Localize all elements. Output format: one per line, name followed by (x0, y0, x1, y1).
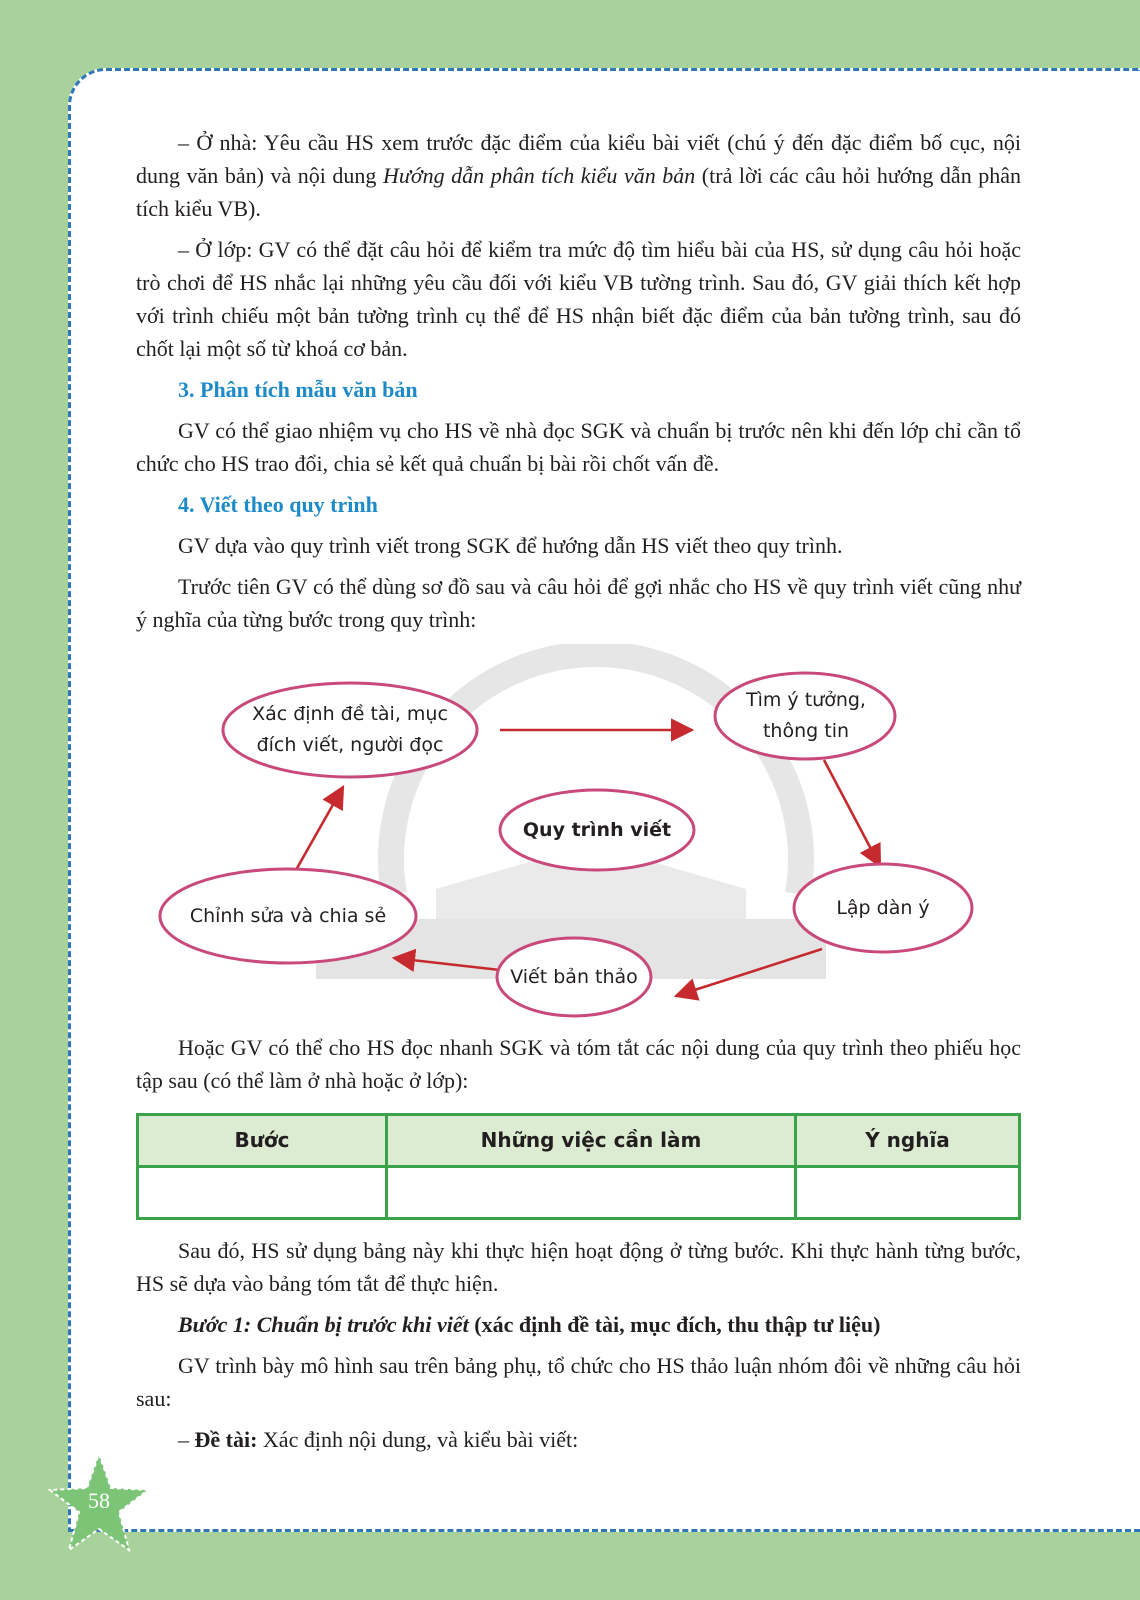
worksheet-table-wrap (136, 1113, 1021, 1220)
node-draft: Viết bản thảo (510, 965, 638, 988)
paragraph-diagram-intro: Trước tiên GV có thể dùng sơ đồ sau và câu hỏi để gợi nhắc cho HS về quy trình viết cũng như ý nghĩa của từng bước trong quy trình: (136, 574, 1021, 632)
paragraph-process-intro: GV dựa vào quy trình viết trong SGK để hướng dẫn HS viết theo quy trình. (178, 533, 843, 558)
node-revise: Chỉnh sửa và chia sẻ (189, 904, 387, 927)
paragraph-class: – Ở lớp: GV có thể đặt câu hỏi để kiểm tra mức độ tìm hiểu bài của HS, sử dụng câu hỏi hoặc trò chơi để HS nhắc lại những yêu cầu đối với kiểu VB tường trình. Sau đó, GV giải thích kết hợp với trình chiếu một bản tường trình cụ thể để HS nhận biết đặc điểm của bản tường trình, sau đó chốt lại một số từ khoá cơ bản. (136, 237, 1021, 361)
arrow-revise-to-topic (292, 787, 343, 877)
writing-process-diagram (136, 644, 1021, 1019)
page-content (136, 126, 1021, 1464)
node-topic: Xác định đề tài, mục đích viết, người đọc (252, 703, 448, 756)
heading-writing-process: 4. Viết theo quy trình (178, 492, 378, 517)
paragraph-step1-instructions: GV trình bày mô hình sau trên bảng phụ, tổ chức cho HS thảo luận nhóm đôi về những câu hỏi sau: (136, 1353, 1021, 1411)
table-header-row (138, 1115, 1020, 1167)
arrow-ideas-to-outline (824, 760, 880, 866)
table-cell-meaning[interactable] (796, 1167, 1020, 1219)
table-header-tasks: Những việc cần làm (387, 1115, 796, 1167)
table-cell-tasks[interactable] (387, 1167, 796, 1219)
table-row (138, 1167, 1020, 1219)
page-number: 58 (88, 1488, 110, 1513)
table-header-step: Bước (138, 1115, 387, 1167)
paragraph-worksheet-intro: Hoặc GV có thể cho HS đọc nhanh SGK và tóm tắt các nội dung của quy trình theo phiếu học tập sau (có thể làm ở nhà hoặc ở lớp): (136, 1035, 1021, 1093)
node-ideas: Tìm ý tưởng, thông tin (746, 689, 866, 742)
worksheet-table (136, 1113, 1021, 1220)
paragraph-table-usage: Sau đó, HS sử dụng bảng này khi thực hiện hoạt động ở từng bước. Khi thực hành từng bước, HS sẽ dựa vào bảng tóm tắt để thực hiện. (136, 1238, 1021, 1296)
paragraph-topic: – Đề tài: Xác định nội dung, và kiểu bài viết: (178, 1427, 579, 1452)
table-header-meaning: Ý nghĩa (796, 1115, 1020, 1167)
paragraph-step1: Bước 1: Chuẩn bị trước khi viết (xác định đề tài, mục đích, thu thập tư liệu) (178, 1312, 881, 1337)
paragraph-analysis: GV có thể giao nhiệm vụ cho HS về nhà đọc SGK và chuẩn bị trước nên khi đến lớp chỉ cần tổ chức cho HS trao đổi, chia sẻ kết quả chuẩn bị bài rồi chốt vấn đề. (136, 418, 1021, 476)
table-cell-step[interactable] (138, 1167, 387, 1219)
node-center: Quy trình viết (522, 818, 672, 841)
heading-analysis: 3. Phân tích mẫu văn bản (178, 377, 418, 402)
paragraph-home: – Ở nhà: Yêu cầu HS xem trước đặc điểm của kiểu bài viết (chú ý đến đặc điểm bố cục, nội dung văn bản) và nội dung Hướng dẫn phân tích kiểu văn bản (trả lời các câu hỏi hướng dẫn phân tích kiểu VB). (136, 130, 1022, 221)
node-outline: Lập dàn ý (836, 896, 930, 919)
